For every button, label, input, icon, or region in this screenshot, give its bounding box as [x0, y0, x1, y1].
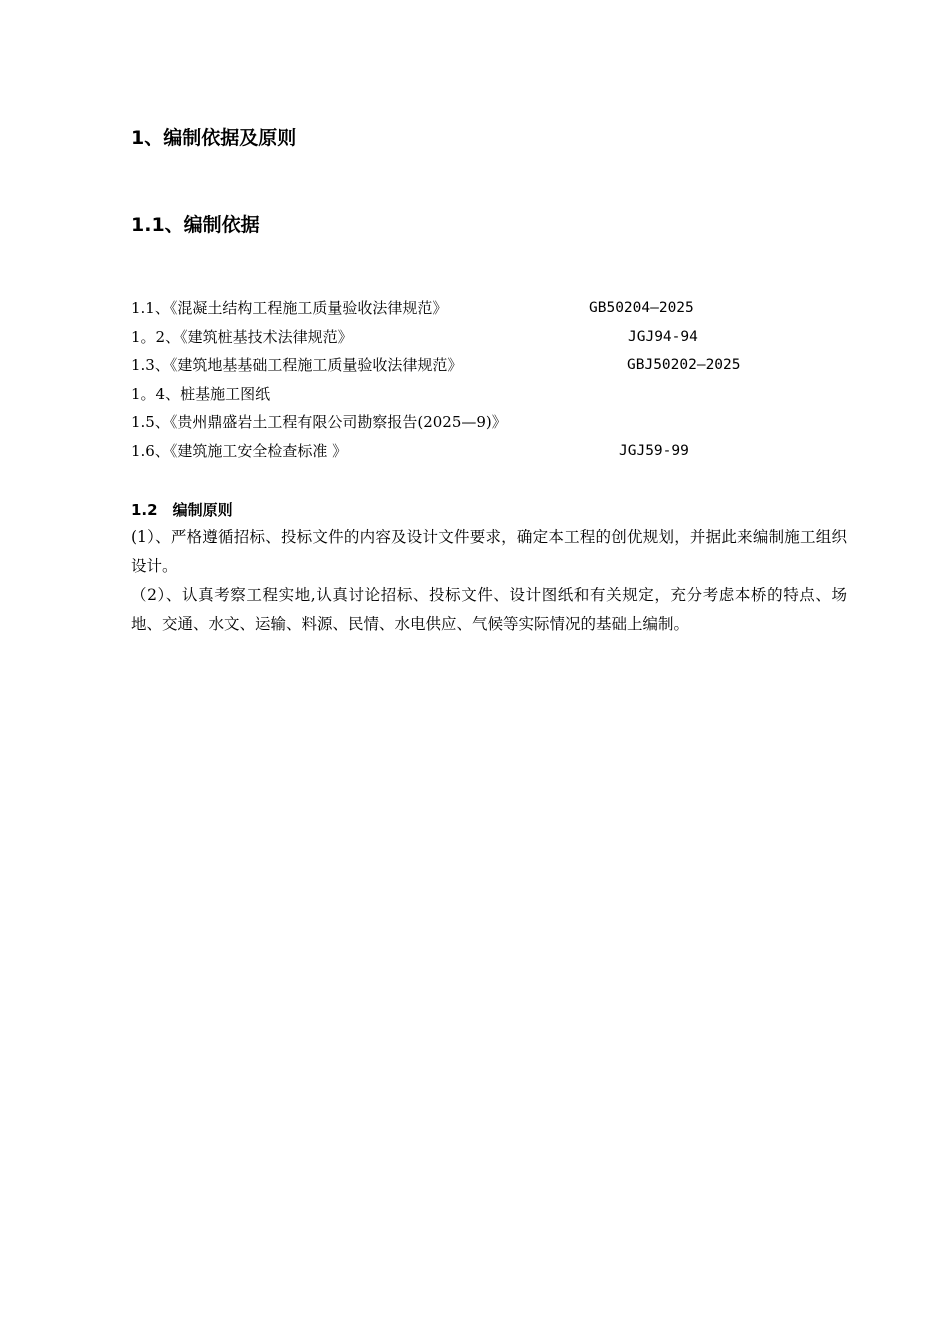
reference-title: 1.1、《混凝土结构工程施工质量验收法律规范》 [131, 299, 448, 317]
principles-heading: 1.2 编制原则 [131, 501, 233, 519]
reference-code: GBJ50202—2025 [627, 357, 741, 374]
principle-paragraph: (1）、严格遵循招标、投标文件的内容及设计文件要求，确定本工程的创优规划，并据此来编制施工组织设计。 [131, 528, 847, 575]
reference-item [131, 380, 851, 409]
reference-title: 1.3、《建筑地基基础工程施工质量验收法律规范》 [131, 356, 463, 375]
reference-list [131, 294, 851, 466]
reference-code: JGJ94-94 [628, 328, 698, 345]
reference-code: GB50204—2025 [589, 300, 694, 316]
reference-item [131, 294, 851, 323]
section-heading: 1、编制依据及原则 [131, 127, 297, 149]
reference-item [131, 323, 851, 352]
reference-title: 1。4、桩基施工图纸 [131, 384, 271, 403]
basis-heading: 1.1、编制依据 [131, 214, 260, 236]
reference-title: 1.6、《建筑施工安全检查标准 》 [131, 441, 348, 460]
reference-item [131, 437, 851, 466]
reference-title: 1。2、《建筑桩基技术法律规范》 [131, 327, 353, 346]
reference-item [131, 351, 851, 380]
reference-title: 1.5、《贵州鼎盛岩土工程有限公司勘察报告(2025—9)》 [131, 413, 507, 432]
principle-paragraph: （2）、认真考察工程实地,认真讨论招标、投标文件、设计图纸和有关规定，充分考虑本桥的特点、场地、交通、水文、运输、料源、民情、水电供应、气候等实际情况的基础上编制。 [131, 586, 847, 633]
reference-item [131, 408, 851, 437]
reference-code: JGJ59-99 [619, 442, 689, 459]
